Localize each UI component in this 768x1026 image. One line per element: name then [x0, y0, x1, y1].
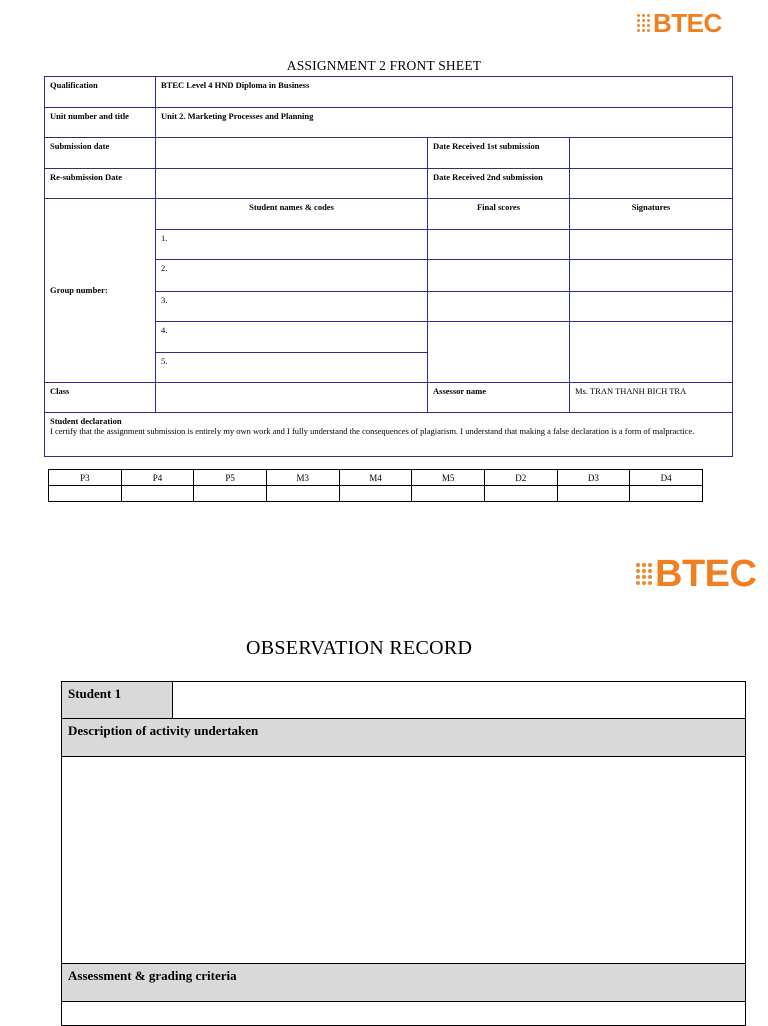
- col-signatures: Signatures: [570, 199, 733, 230]
- student-entry-2[interactable]: 2.: [156, 260, 428, 291]
- assessor-name-label: Assessor name: [428, 382, 570, 412]
- criteria-value-row: [49, 486, 703, 502]
- criteria-d4: D4: [630, 470, 703, 486]
- assessor-name-value[interactable]: Ms. TRAN THANH BICH TRA: [570, 382, 733, 412]
- declaration-row: [45, 412, 733, 456]
- submission-row: [45, 138, 733, 169]
- student-row: [62, 682, 745, 719]
- observation-record-title: OBSERVATION RECORD: [246, 637, 473, 659]
- description-field[interactable]: [62, 757, 745, 964]
- student-entry-4[interactable]: 4.: [156, 321, 428, 352]
- btec-logo-text: BTEC: [655, 553, 757, 595]
- criteria-header-row: [49, 470, 703, 486]
- logo-dots-icon: [636, 563, 652, 585]
- grade-cell-m3[interactable]: [266, 486, 339, 502]
- signature-field-3[interactable]: [570, 291, 733, 321]
- assessment-label: Assessment & grading criteria: [68, 968, 237, 983]
- score-field-4[interactable]: [428, 321, 570, 382]
- student-entry-3[interactable]: 3.: [156, 291, 428, 321]
- grading-criteria-table: [48, 469, 703, 502]
- date-received-2nd-label: Date Received 2nd submission: [428, 169, 570, 199]
- col-student-names: Student names & codes: [156, 199, 428, 230]
- unit-row: [45, 108, 733, 138]
- grade-cell-d4[interactable]: [630, 486, 703, 502]
- student-entry-5[interactable]: 5.: [156, 352, 428, 382]
- signature-field-4[interactable]: [570, 321, 733, 382]
- score-field-3[interactable]: [428, 291, 570, 321]
- class-row: [45, 382, 733, 412]
- btec-logo-bottom: [636, 555, 756, 593]
- score-field-1[interactable]: [428, 230, 570, 260]
- submission-date-label: Submission date: [45, 138, 156, 169]
- student-1-label: Student 1: [62, 682, 173, 718]
- logo-dots-icon: [637, 14, 650, 32]
- unit-label: Unit number and title: [45, 108, 156, 138]
- criteria-p4: P4: [121, 470, 194, 486]
- qualification-row: [45, 77, 733, 108]
- group-header-row: [45, 199, 733, 230]
- description-header-row: [62, 719, 745, 757]
- criteria-d2: D2: [484, 470, 557, 486]
- criteria-m3: M3: [266, 470, 339, 486]
- date-received-1st-label: Date Received 1st submission: [428, 138, 570, 169]
- criteria-p5: P5: [194, 470, 267, 486]
- front-sheet-table: [44, 76, 733, 457]
- group-number-label: Group number:: [45, 199, 156, 382]
- date-received-2nd-field[interactable]: [570, 169, 733, 199]
- grade-cell-p4[interactable]: [121, 486, 194, 502]
- declaration-title: Student declaration: [50, 415, 122, 426]
- student-1-field[interactable]: [173, 682, 745, 718]
- front-sheet-title: ASSIGNMENT 2 FRONT SHEET: [286, 58, 482, 73]
- student-declaration: [45, 412, 733, 456]
- grade-cell-d3[interactable]: [557, 486, 630, 502]
- grade-cell-p3[interactable]: [49, 486, 122, 502]
- criteria-p3: P3: [49, 470, 122, 486]
- class-field[interactable]: [156, 382, 428, 412]
- assessment-field[interactable]: [62, 1002, 745, 1025]
- qualification-label: Qualification: [45, 77, 156, 108]
- btec-logo-top: [637, 10, 722, 36]
- grade-cell-m5[interactable]: [412, 486, 485, 502]
- unit-value[interactable]: Unit 2. Marketing Processes and Planning: [156, 108, 733, 138]
- grade-cell-p5[interactable]: [194, 486, 267, 502]
- col-final-scores: Final scores: [428, 199, 570, 230]
- signature-field-2[interactable]: [570, 260, 733, 291]
- submission-date-field[interactable]: [156, 138, 428, 169]
- resubmission-row: [45, 169, 733, 199]
- criteria-m5: M5: [412, 470, 485, 486]
- observation-record-table: [61, 681, 746, 1026]
- grade-cell-m4[interactable]: [339, 486, 412, 502]
- criteria-m4: M4: [339, 470, 412, 486]
- class-label: Class: [45, 382, 156, 412]
- resubmission-date-label: Re-submission Date: [45, 169, 156, 199]
- signature-field-1[interactable]: [570, 230, 733, 260]
- qualification-value[interactable]: BTEC Level 4 HND Diploma in Business: [156, 77, 733, 108]
- resubmission-date-field[interactable]: [156, 169, 428, 199]
- grade-cell-d2[interactable]: [484, 486, 557, 502]
- assessment-header-row: [62, 964, 745, 1002]
- student-entry-1[interactable]: 1.: [156, 230, 428, 260]
- description-label: Description of activity undertaken: [68, 723, 259, 738]
- declaration-text: I certify that the assignment submission is entirely my own work and I fully understand the consequences of plagiarism. I understand that making a false declaration is a form of malpractice.: [50, 425, 695, 436]
- criteria-d3: D3: [557, 470, 630, 486]
- score-field-2[interactable]: [428, 260, 570, 291]
- date-received-1st-field[interactable]: [570, 138, 733, 169]
- btec-logo-text: BTEC: [653, 8, 722, 38]
